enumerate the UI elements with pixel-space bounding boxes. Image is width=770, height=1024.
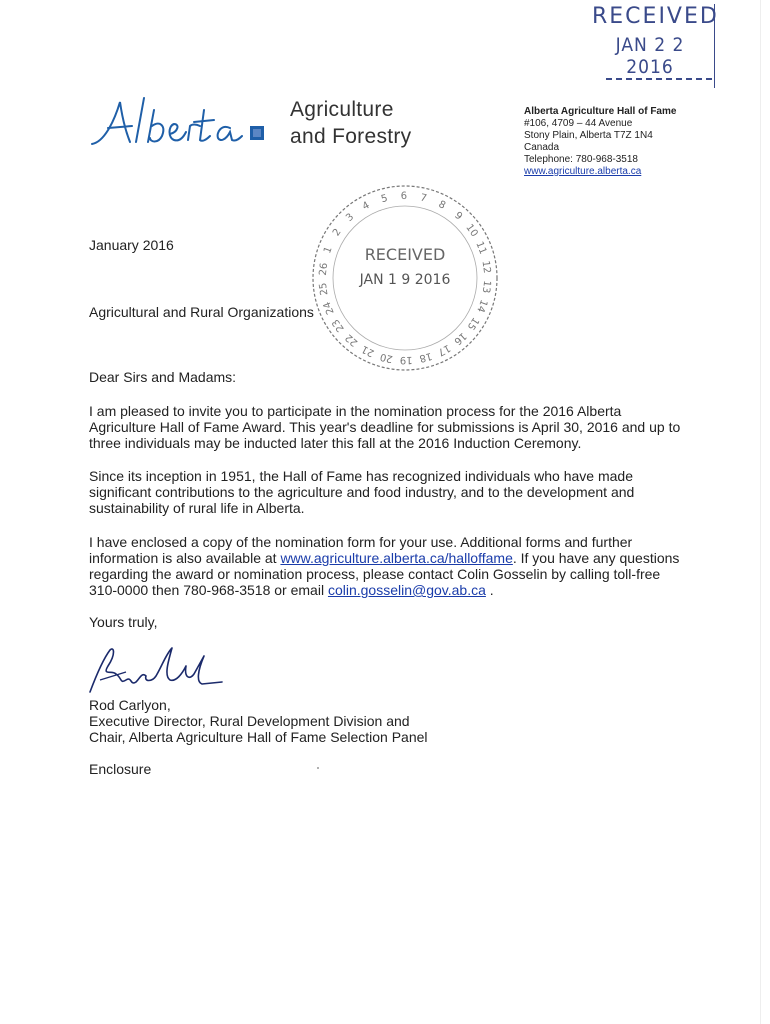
circle-stamp-ring-number: 16	[451, 329, 469, 347]
address-line-1: #106, 4709 – 44 Avenue	[524, 118, 633, 129]
p3-text-c: .	[485, 582, 494, 598]
signer-block	[89, 697, 428, 745]
circle-stamp-ring-number: 17	[435, 341, 453, 358]
letter-date: January 2016	[89, 237, 174, 253]
enclosure-note: Enclosure	[89, 761, 152, 777]
circle-stamp-ring-number: 6	[400, 190, 408, 203]
signer-name: Rod Carlyon,	[89, 697, 171, 713]
received-stamp-label: RECEIVED	[592, 4, 719, 29]
circle-stamp-ring-number: 10	[463, 222, 480, 240]
paragraph-invitation: I am pleased to invite you to participate in the nomination process for the 2016 Alberta Agriculture Hall of Fame Award. This year's deadline for submissions is April 30, 2016 and up to three individuals may be inducted later this fall at the 2016 Induction Ceremony.	[89, 403, 681, 451]
circle-stamp-ring-number: 26	[317, 262, 331, 277]
address-org: Alberta Agriculture Hall of Fame	[524, 106, 677, 117]
halloffame-link[interactable]: www.agriculture.alberta.ca/halloffame	[280, 550, 513, 566]
signer-title-2: Chair, Alberta Agriculture Hall of Fame Selection Panel	[89, 729, 428, 745]
circle-stamp-ring-number: 11	[473, 240, 489, 257]
address-phone: Telephone: 780-968-3518	[524, 154, 638, 165]
address-block	[524, 106, 676, 178]
alberta-logo	[86, 92, 286, 154]
paragraph-history: Since its inception in 1951, the Hall of Fame has recognized individuals who have made significant contributions to the agriculture and food industry, and to the development and sustainability of rural life in Alberta.	[89, 468, 635, 516]
signature	[86, 636, 226, 700]
department-line-2: and Forestry	[290, 125, 412, 148]
circle-stamp-ring-number: 2	[330, 226, 344, 239]
circle-stamp-ring-number: 8	[436, 198, 448, 212]
address-website-link[interactable]: www.agriculture.alberta.ca	[524, 166, 642, 177]
address-line-3: Canada	[524, 142, 560, 153]
circle-stamp-ring-number: 21	[359, 342, 377, 359]
department-line-1: Agriculture	[290, 98, 394, 121]
letter-salutation: Dear Sirs and Madams:	[89, 369, 237, 385]
received-stamp-date: JAN 2 2 2016	[615, 34, 685, 78]
circle-stamp-ring-number: 14	[474, 297, 489, 314]
email-link[interactable]: colin.gosselin@gov.ab.ca	[327, 582, 486, 598]
circle-stamp-ring-number: 13	[479, 279, 493, 294]
circle-stamp-ring-number: 22	[343, 331, 361, 349]
circle-stamp-ring-number: 5	[379, 193, 389, 206]
p3-text-a: I have enclosed a copy of the nomination form for your use. Additional forms and further information is also available at	[89, 534, 633, 566]
circle-stamp-ring-number: 12	[479, 260, 493, 275]
circle-stamp-ring-number: 7	[419, 192, 428, 205]
circle-stamp-ring-number: 15	[464, 315, 481, 332]
scan-speck	[317, 767, 319, 769]
circle-stamp-ring-number: 19	[399, 353, 413, 366]
circle-stamp-ring-number: 24	[321, 299, 337, 316]
p3-text-b: . If you have any questions regarding the award or nomination process, please contact Colin Gosselin by calling toll-free 310-0000 then 780-968-3518 or email	[89, 550, 680, 598]
circle-stamp-ring-number: 3	[344, 211, 357, 224]
circle-stamp-ring-number: 18	[418, 349, 434, 364]
circle-stamp-ring-number: 23	[330, 316, 347, 334]
circular-received-stamp	[300, 180, 510, 380]
signer-title-1: Executive Director, Rural Development Division and	[89, 713, 410, 729]
address-line-2: Stony Plain, Alberta T7Z 1N4	[524, 130, 653, 141]
paragraph-enclosure-info	[89, 534, 689, 598]
letter-closing: Yours truly,	[89, 614, 158, 630]
received-stamp-dashline	[606, 78, 712, 80]
circle-stamp-ring-number: 4	[360, 199, 372, 213]
circle-stamp-ring-number: 25	[317, 281, 331, 296]
circle-stamp-ring-number: 1	[322, 245, 335, 256]
circle-stamp-label: RECEIVED	[364, 245, 446, 264]
circle-stamp-date: JAN 1 9 2016	[359, 272, 451, 288]
circle-stamp-ring-number: 9	[452, 210, 465, 223]
page-edge	[760, 0, 761, 1024]
circle-stamp-ring-number: 20	[379, 350, 394, 365]
letter-recipient: Agricultural and Rural Organizations	[89, 304, 314, 320]
